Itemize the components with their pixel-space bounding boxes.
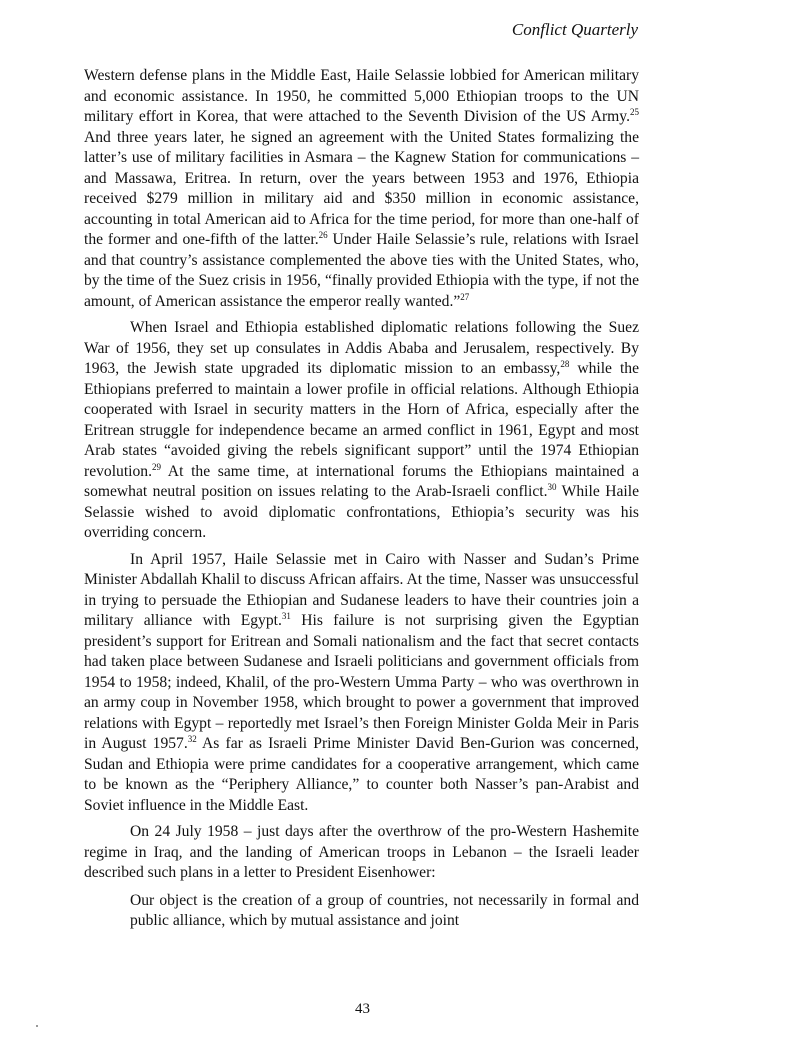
paragraph-text: while the Ethiopians preferred to maintain a lower profile in official relations. Although Ethiopia cooperated with Israel in security matters in the Horn of Africa, especially after the Eritrean struggle for independence became an armed conflict in 1961, Egypt and most Arab states “avoided giving the rebels significant support” until the 1974 Ethiopian revolution.	[84, 360, 639, 480]
paragraph-2	[84, 318, 639, 544]
paragraph-text: Western defense plans in the Middle East, Haile Selassie lobbied for American military and economic assistance. In 1950, he committed 5,000 Ethiopian troops to the UN military effort in Korea, that were attached to the Seventh Division of the US Army.	[84, 67, 639, 125]
footnote-marker: 25	[630, 107, 639, 117]
footnote-marker: 32	[187, 734, 197, 744]
footnote-marker: 30	[547, 482, 557, 492]
paragraph-text: At the same time, at international forums the Ethiopians maintained a somewhat neutral position on issues relating to the Arab-Israeli conflict.	[84, 462, 639, 500]
body-text	[84, 66, 639, 932]
running-header-journal-title: Conflict Quarterly	[511, 20, 638, 39]
footnote-marker: 26	[318, 230, 328, 240]
paragraph-text: On 24 July 1958 – just days after the overthrow of the pro-Western Hashemite regime in Iraq, and the landing of American troops in Lebanon – the Israeli leader described such plans in a letter to President Eisenhower:	[84, 823, 639, 881]
block-quote: Our object is the creation of a group of countries, not necessarily in formal and public alliance, which by mutual assistance and joint	[130, 891, 639, 929]
page-number: 43	[355, 1001, 370, 1017]
scan-speck	[36, 1025, 38, 1027]
footnote-marker: 31	[281, 611, 291, 621]
paragraph-text: In April 1957, Haile Selassie met in Cairo with Nasser and Sudan’s Prime Minister Abdallah Khalil to discuss African affairs. At the time, Nasser was unsuccessful in trying to persuade the Ethiopian and Sudanese leaders to have their countries join a military alliance with Egypt.	[84, 550, 639, 629]
paragraph-4	[84, 822, 639, 884]
paragraph-text: His failure is not surprising given the Egyptian president’s support for Eritrean and Somali nationalism and the fact that secret contacts had taken place between Sudanese and Israeli politicians and government officials from 1954 to 1958; indeed, Khalil, of the pro-Western Umma Party – who was overthrown in an army coup in November 1958, which brought to power a government that improved relations with Egypt – reportedly met Israel’s then Foreign Minister Golda Meir in Paris in August 1957.	[84, 612, 639, 752]
paragraph-text: As far as Israeli Prime Minister David Ben-Gurion was concerned, Sudan and Ethiopia were prime candidates for a cooperative arrangement, which came to be known as the “Periphery Alliance,” to counter both Nasser’s pan-Arabist and Soviet influence in the Middle East.	[84, 735, 639, 814]
paragraph-text: And three years later, he signed an agreement with the United States formalizing the latter’s use of military facilities in Asmara – the Kagnew Station for communications – and Massawa, Eritrea. In return, over the years between 1953 and 1976, Ethiopia received $279 million in military aid and $350 million in economic assistance, accounting in total American aid to Africa for the time period, for more than one-half of the former and one-fifth of the latter.	[84, 128, 639, 248]
paragraph-text: Under Haile Selassie’s rule, relations with Israel and that country’s assistance complemented the above ties with the United States, who, by the time of the Suez crisis in 1956, “finally provided Ethiopia with the type, if not the amount, of American assistance the emperor really wanted.”	[84, 231, 639, 310]
paragraph-1	[84, 66, 639, 312]
footnote-marker: 29	[152, 461, 161, 472]
paragraph-3	[84, 550, 639, 817]
footnote-marker: 28	[560, 359, 570, 369]
paragraph-text: When Israel and Ethiopia established diplomatic relations following the Suez War of 1956, they set up consulates in Addis Ababa and Jerusalem, respectively. By 1963, the Jewish state upgraded its diplomatic mission to an embassy,	[84, 319, 639, 377]
paragraph-text: While Haile Selassie wished to avoid diplomatic confrontations, Ethiopia’s security was his overriding concern.	[84, 483, 639, 541]
footnote-marker: 27	[460, 291, 470, 302]
